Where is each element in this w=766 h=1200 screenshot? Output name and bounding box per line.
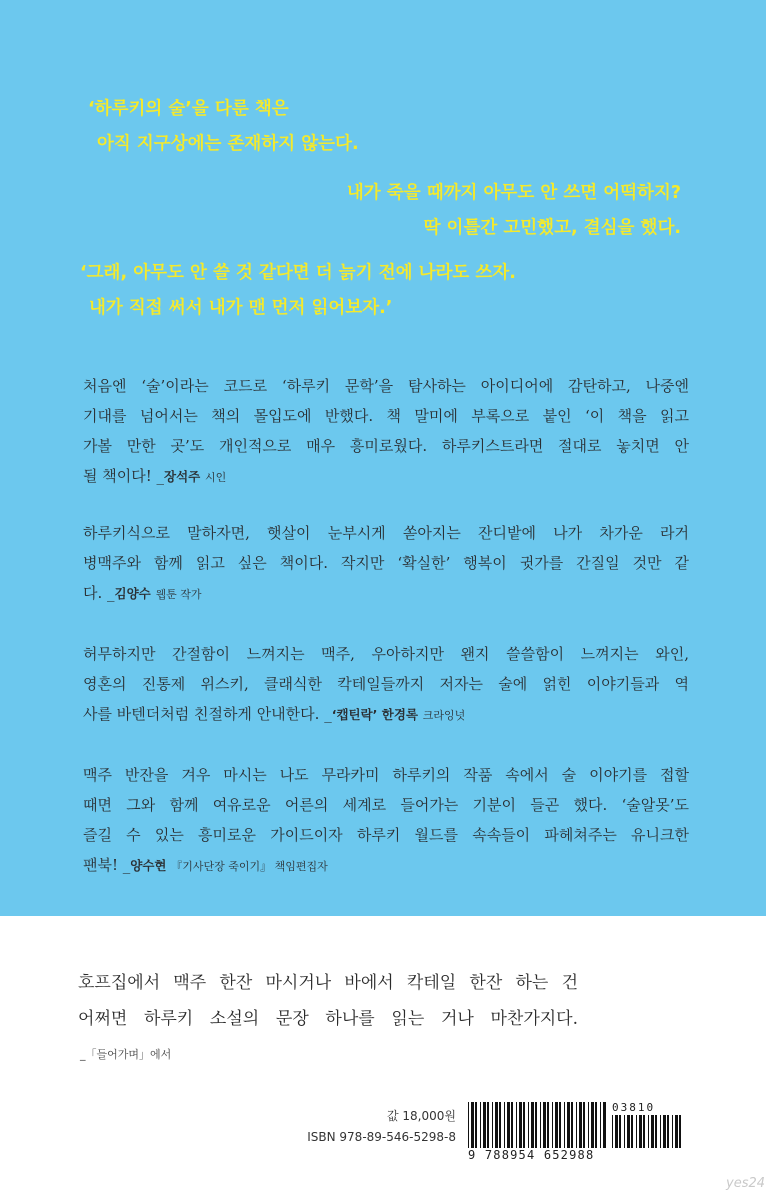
barcode-bar	[555, 1102, 558, 1148]
quote-line: 아직 지구상에는 존재하지 않는다.	[97, 134, 359, 154]
review-author: ‘캡틴락’ 한경록	[331, 707, 419, 722]
barcode-bar	[603, 1102, 606, 1148]
review-2	[83, 518, 689, 610]
review-line: 때면 그와 함께 여유로운 어른의 세계로 들어가는 기분이 들곤 했다. ‘술알못’도	[83, 796, 689, 814]
review-4	[83, 760, 689, 882]
barcode-bar	[619, 1115, 621, 1148]
quote-block-3	[80, 256, 516, 326]
review-author: 장석주	[164, 469, 201, 484]
review-line: 병맥주와 함께 읽고 싶은 책이다. 작지만 ‘확실한’ 행복이 귓가를 간질일 것만 같	[83, 554, 689, 572]
barcode-bar	[679, 1115, 681, 1148]
quote-line: ‘하루키의 술’을 다룬 책은	[88, 99, 289, 119]
barcode-bar	[576, 1102, 577, 1148]
barcode-bar	[523, 1102, 525, 1148]
review-author: 김양수	[114, 586, 151, 601]
bottom-quote-line: 어쩌면 하루키 소설의 문장 하나를 읽는 거나 마찬가지다.	[78, 1009, 578, 1029]
barcode-bar	[595, 1102, 597, 1148]
price-isbn-block	[307, 1106, 456, 1148]
barcode-bar	[471, 1102, 474, 1148]
quote-line: 딱 이틀간 고민했고, 결심을 했다.	[423, 218, 681, 238]
review-author-role: 웹툰 작가	[155, 588, 202, 601]
quote-line: ‘그래, 아무도 안 쓸 것 같다면 더 늙기 전에 나라도 쓰자.	[80, 263, 516, 283]
review-text: 다. _	[83, 584, 115, 602]
review-line: 즐길 수 있는 흥미로운 가이드이자 하루키 월드를 속속들이 파헤쳐주는 유니크한	[83, 826, 689, 844]
review-line: 처음엔 ‘술’이라는 코드로 ‘하루키 문학’을 탐사하는 아이디어에 감탄하고, 나중엔	[83, 377, 689, 395]
barcode-bar	[495, 1102, 498, 1148]
barcode-bar	[651, 1115, 654, 1148]
barcode-bar	[615, 1115, 618, 1148]
barcode-bar	[624, 1115, 625, 1148]
review-line: 영혼의 진통제 위스키, 클래식한 칵테일들까지 저자는 술에 얽힌 이야기들과 역	[83, 675, 689, 693]
barcode-bar	[660, 1115, 661, 1148]
barcode-bar	[480, 1102, 481, 1148]
barcode-bar	[483, 1102, 486, 1148]
barcode-bar	[612, 1115, 613, 1148]
barcode-bar	[528, 1102, 529, 1148]
barcode-bar	[588, 1102, 589, 1148]
quote-source: _「들어가며」에서	[80, 1048, 172, 1061]
barcode-bar	[564, 1102, 565, 1148]
barcode-bar	[636, 1115, 637, 1148]
barcode-main-number: 9 788954 652988	[468, 1148, 595, 1162]
barcode-bar	[531, 1102, 534, 1148]
barcode-bar	[475, 1102, 477, 1148]
barcode-main-graphic	[468, 1102, 608, 1148]
review-last-line	[83, 699, 689, 731]
review-author-role: 『기사단장 죽이기』 책임편집자	[171, 860, 328, 873]
barcode-bar	[559, 1102, 561, 1148]
review-last-line	[83, 461, 689, 493]
quote-line: 내가 죽을 때까지 아무도 안 쓰면 어떡하지?	[346, 183, 681, 203]
bottom-quote-line: 호프집에서 맥주 한잔 마시거나 바에서 칵테일 한잔 하는 건	[78, 973, 578, 993]
barcode-bar	[543, 1102, 546, 1148]
barcode-bar	[655, 1115, 657, 1148]
barcode-bar	[639, 1115, 642, 1148]
barcode-bar	[516, 1102, 517, 1148]
quote-line: 내가 직접 써서 내가 맨 먼저 읽어보자.’	[89, 298, 393, 318]
isbn-label: ISBN 978-89-546-5298-8	[307, 1130, 456, 1144]
review-author-role: 시인	[205, 471, 227, 484]
barcode-bar	[492, 1102, 493, 1148]
review-3	[83, 639, 689, 731]
barcode-addon-bars	[612, 1115, 684, 1148]
bottom-quote	[78, 965, 578, 1037]
review-author: 양수현	[130, 858, 167, 873]
barcode-bar	[468, 1102, 469, 1148]
review-line: 기대를 넘어서는 책의 몰입도에 반했다. 책 말미에 부록으로 붙인 ‘이 책을 읽고	[83, 407, 689, 425]
review-text: 사를 바텐더처럼 친절하게 안내한다. _	[83, 705, 332, 723]
barcode-bar	[663, 1115, 666, 1148]
barcode-bar	[535, 1102, 537, 1148]
review-line: 하루키식으로 말하자면, 햇살이 눈부시게 쏟아지는 잔디밭에 나가 차가운 라거	[83, 524, 689, 542]
review-last-line	[83, 850, 689, 882]
barcode	[468, 1102, 688, 1162]
review-author-role: 크라잉넛	[422, 709, 466, 722]
barcode-addon-graphic	[612, 1115, 684, 1148]
barcode-bar	[571, 1102, 573, 1148]
barcode-bar	[499, 1102, 501, 1148]
price-label: 값 18,000원	[387, 1109, 456, 1123]
review-last-line	[83, 578, 689, 610]
quote-block-2	[347, 176, 681, 246]
barcode-bar	[631, 1115, 633, 1148]
barcode-bar	[519, 1102, 522, 1148]
barcode-bar	[511, 1102, 513, 1148]
barcode-bar	[507, 1102, 510, 1148]
barcode-bar	[552, 1102, 553, 1148]
barcode-bar	[540, 1102, 541, 1148]
barcode-bar	[504, 1102, 505, 1148]
review-1	[83, 371, 689, 493]
barcode-addon-number: 03810	[612, 1101, 656, 1114]
barcode-bar	[591, 1102, 594, 1148]
barcode-bar	[627, 1115, 630, 1148]
review-text: 될 책이다! _	[83, 467, 165, 485]
review-line: 가볼 만한 곳’도 개인적으로 매우 흥미로웠다. 하루키스트라면 절대로 놓치면 안	[83, 437, 689, 455]
barcode-bar	[648, 1115, 649, 1148]
review-line: 허무하지만 간절함이 느껴지는 맥주, 우아하지만 왠지 쓸쓸함이 느껴지는 와인,	[83, 645, 689, 663]
review-line: 맥주 반잔을 겨우 마시는 나도 무라카미 하루키의 작품 속에서 술 이야기를 접할	[83, 766, 689, 784]
quote-block-1	[88, 92, 359, 162]
watermark-logo: yes24	[726, 1176, 766, 1191]
barcode-bar	[672, 1115, 673, 1148]
barcode-bar	[600, 1102, 601, 1148]
barcode-bar	[579, 1102, 582, 1148]
barcode-bar	[487, 1102, 489, 1148]
barcode-bar	[675, 1115, 678, 1148]
barcode-bar	[567, 1102, 570, 1148]
barcode-main-bars	[468, 1102, 608, 1148]
barcode-bar	[583, 1102, 585, 1148]
barcode-bar	[643, 1115, 645, 1148]
barcode-bar	[547, 1102, 549, 1148]
review-text: 팬북! _	[83, 856, 131, 874]
barcode-bar	[667, 1115, 669, 1148]
